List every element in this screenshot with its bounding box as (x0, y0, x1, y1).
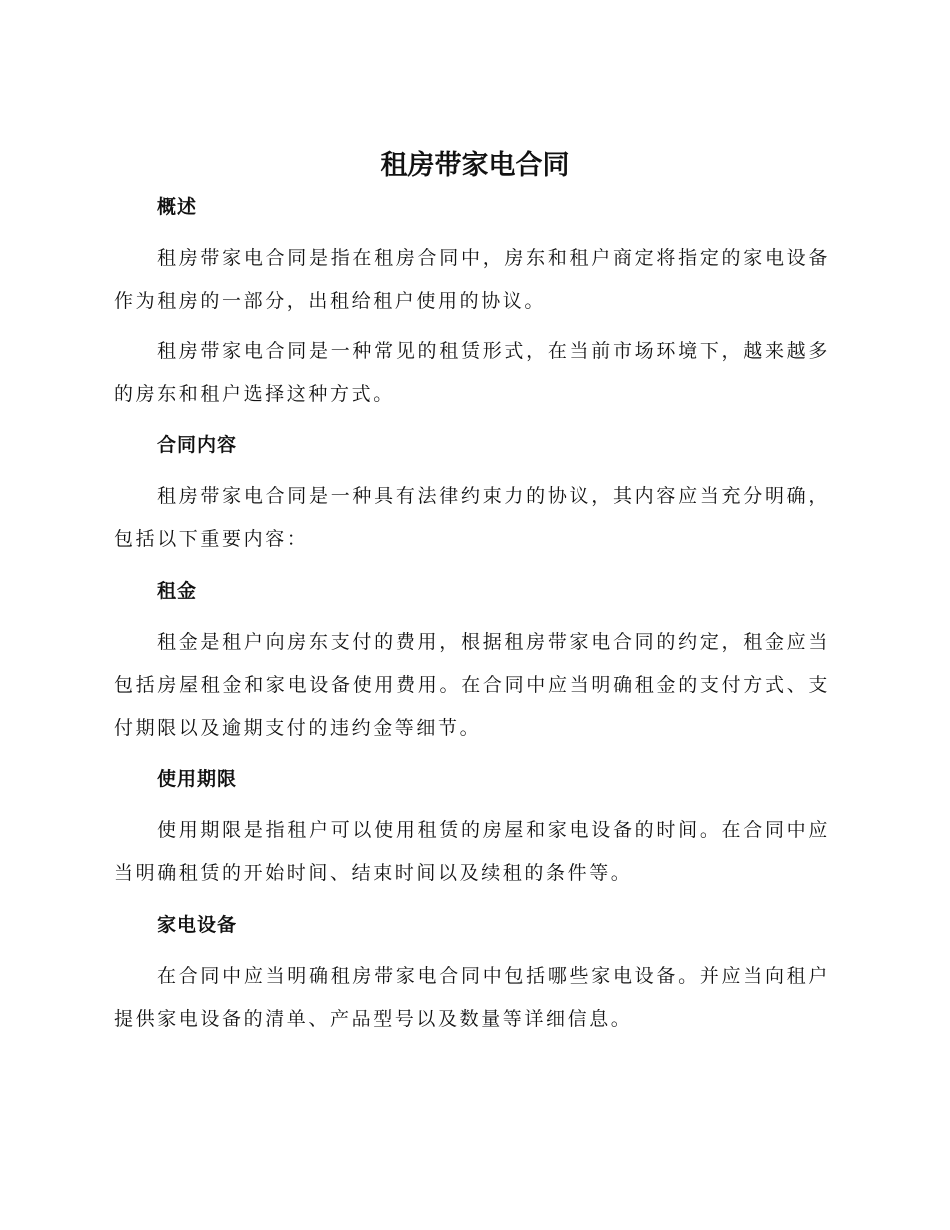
section-heading-rent: 租金 (157, 580, 198, 602)
section-heading-appliances: 家电设备 (157, 914, 238, 936)
paragraph-overview-1: 租房带家电合同是指在租房合同中，房东和租户商定将指定的家电设备作为租房的一部分，出租给租户使用的协议。 (114, 247, 830, 312)
paragraph-contract-content: 租房带家电合同是一种具有法律约束力的协议，其内容应当充分明确，包括以下重要内容： (114, 485, 830, 550)
paragraph-term: 使用期限是指租户可以使用租赁的房屋和家电设备的时间。在合同中应当明确租赁的开始时间、结束时间以及续租的条件等。 (114, 819, 830, 884)
paragraph-appliances: 在合同中应当明确租房带家电合同中包括哪些家电设备。并应当向租户提供家电设备的清单、产品型号以及数量等详细信息。 (114, 965, 830, 1030)
paragraph-overview-2: 租房带家电合同是一种常见的租赁形式，在当前市场环境下，越来越多的房东和租户选择这种方式。 (114, 340, 830, 405)
section-heading-term: 使用期限 (157, 768, 238, 790)
section-heading-contract-content: 合同内容 (157, 434, 238, 456)
paragraph-rent: 租金是租户向房东支付的费用，根据租房带家电合同的约定，租金应当包括房屋租金和家电设备使用费用。在合同中应当明确租金的支付方式、支付期限以及逾期支付的违约金等细节。 (114, 631, 830, 739)
section-heading-overview: 概述 (157, 196, 198, 218)
document-title: 租房带家电合同 (380, 150, 570, 181)
